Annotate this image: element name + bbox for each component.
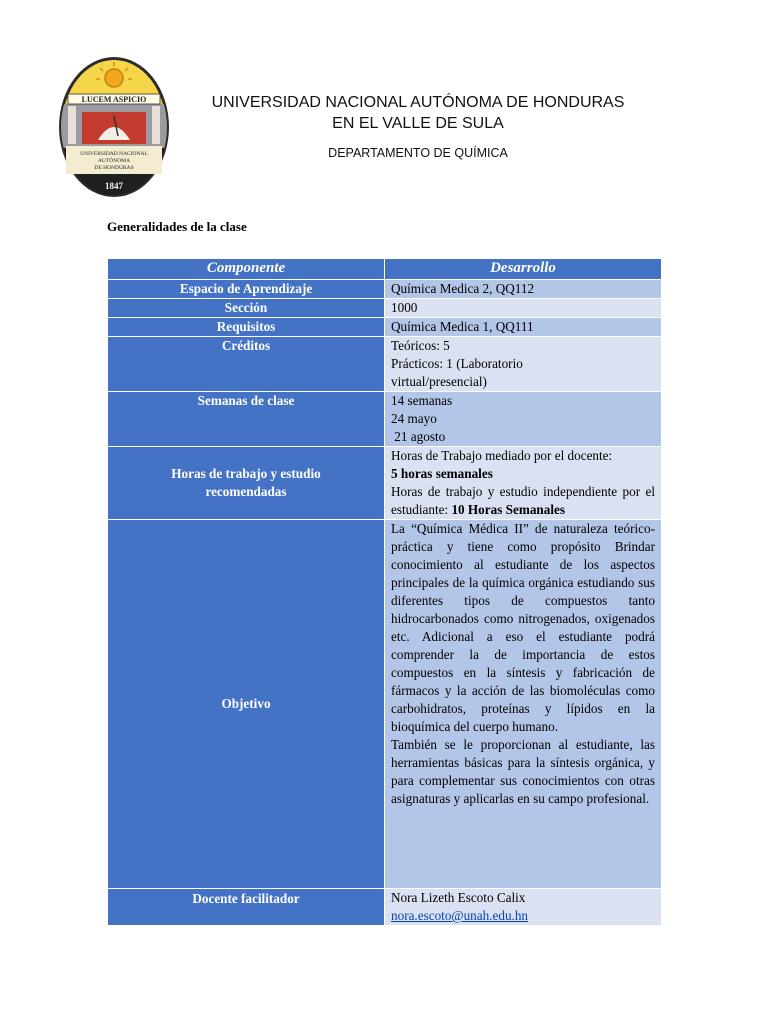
university-line1: UNIVERSIDAD NACIONAL AUTÓNOMA DE HONDURAS [211, 94, 625, 111]
header-desarrollo: Desarrollo [385, 259, 662, 280]
objetivo-value [385, 520, 662, 889]
table-row [108, 392, 662, 447]
university-line2: EN EL VALLE DE SULA [332, 115, 504, 132]
horas-docente-value: 5 horas semanales [391, 466, 493, 481]
creditos-label: Créditos [108, 337, 385, 392]
semanas-start: 24 mayo [391, 411, 437, 426]
class-info-table [107, 258, 662, 926]
espacio-value: Química Medica 2, QQ112 [385, 280, 662, 299]
horas-independiente [391, 483, 655, 519]
horas-label: Horas de trabajo y estudio recomendadas [108, 447, 385, 520]
docente-label: Docente facilitador [108, 889, 385, 926]
section-title: Generalidades de la clase [107, 219, 247, 234]
table-row [108, 280, 662, 299]
table-row [108, 447, 662, 520]
creditos-practicos: Prácticos: 1 (Laboratorio virtual/presencial) [391, 356, 523, 389]
department-name: DEPARTAMENTO DE QUÍMICA [328, 146, 508, 160]
requisitos-value: Química Medica 1, QQ111 [385, 318, 662, 337]
objetivo-paragraph-1: La “Química Médica II” de naturaleza teórico-práctica y tiene como propósito Brindar conocimiento al estudiante de los aspectos principales de la química orgánica estudiando sus diferentes tipos de compuestos tanto hidrocarbonados como nitrogenados, oxigenados etc. Adicional a eso el estudiante podrá comprender la de importancia de estos compuestos en la síntesis y fabricación de fármacos y la acción de las biomoléculas como carbohidratos, proteínas y lípidos en la bioquímica del cuerpo humano. [391, 521, 655, 734]
creditos-teoricos: Teóricos: 5 [391, 338, 450, 353]
table-row [108, 520, 662, 889]
table-row [108, 318, 662, 337]
table-row [108, 337, 662, 392]
espacio-label: Espacio de Aprendizaje [108, 280, 385, 299]
seccion-label: Sección [108, 299, 385, 318]
creditos-value [385, 337, 662, 392]
logo-motto: LUCEM ASPICIO [81, 95, 147, 104]
logo-name-line2: AUTÓNOMA [97, 158, 131, 164]
table-row [108, 299, 662, 318]
seccion-value: 1000 [385, 299, 662, 318]
logo-name-line1: UNIVERSIDAD NACIONAL [80, 151, 148, 157]
horas-independiente-value: 10 Horas Semanales [451, 502, 565, 517]
semanas-label: Semanas de clase [108, 392, 385, 447]
objetivo-label: Objetivo [108, 520, 385, 889]
horas-value [385, 447, 662, 520]
university-seal-logo [58, 56, 170, 198]
horas-docente-text: Horas de Trabajo mediado por el docente: [391, 448, 613, 463]
logo-name-line3: DE HONDURAS [94, 165, 134, 171]
docente-value [385, 889, 662, 926]
logo-year: 1847 [105, 181, 123, 191]
docente-name: Nora Lizeth Escoto Calix [391, 890, 526, 905]
header-componente: Componente [108, 259, 385, 280]
semanas-value [385, 392, 662, 447]
requisitos-label: Requisitos [108, 318, 385, 337]
table-row [108, 889, 662, 926]
table-header-row [108, 259, 662, 280]
semanas-count: 14 semanas [391, 393, 453, 408]
semanas-end: 21 agosto [391, 429, 446, 444]
university-name [170, 92, 666, 134]
docente-email-link[interactable]: nora.escoto@unah.edu.hn [391, 908, 529, 923]
objetivo-paragraph-2: También se le proporcionan al estudiante, las herramientas básicas para la síntesis orgánica, y para complementar sus conocimientos con otras asignaturas y aplicarlas en su campo profesional. [391, 737, 655, 806]
horas-independiente-text: Horas de trabajo y estudio independiente por el estudiante: [391, 484, 655, 517]
